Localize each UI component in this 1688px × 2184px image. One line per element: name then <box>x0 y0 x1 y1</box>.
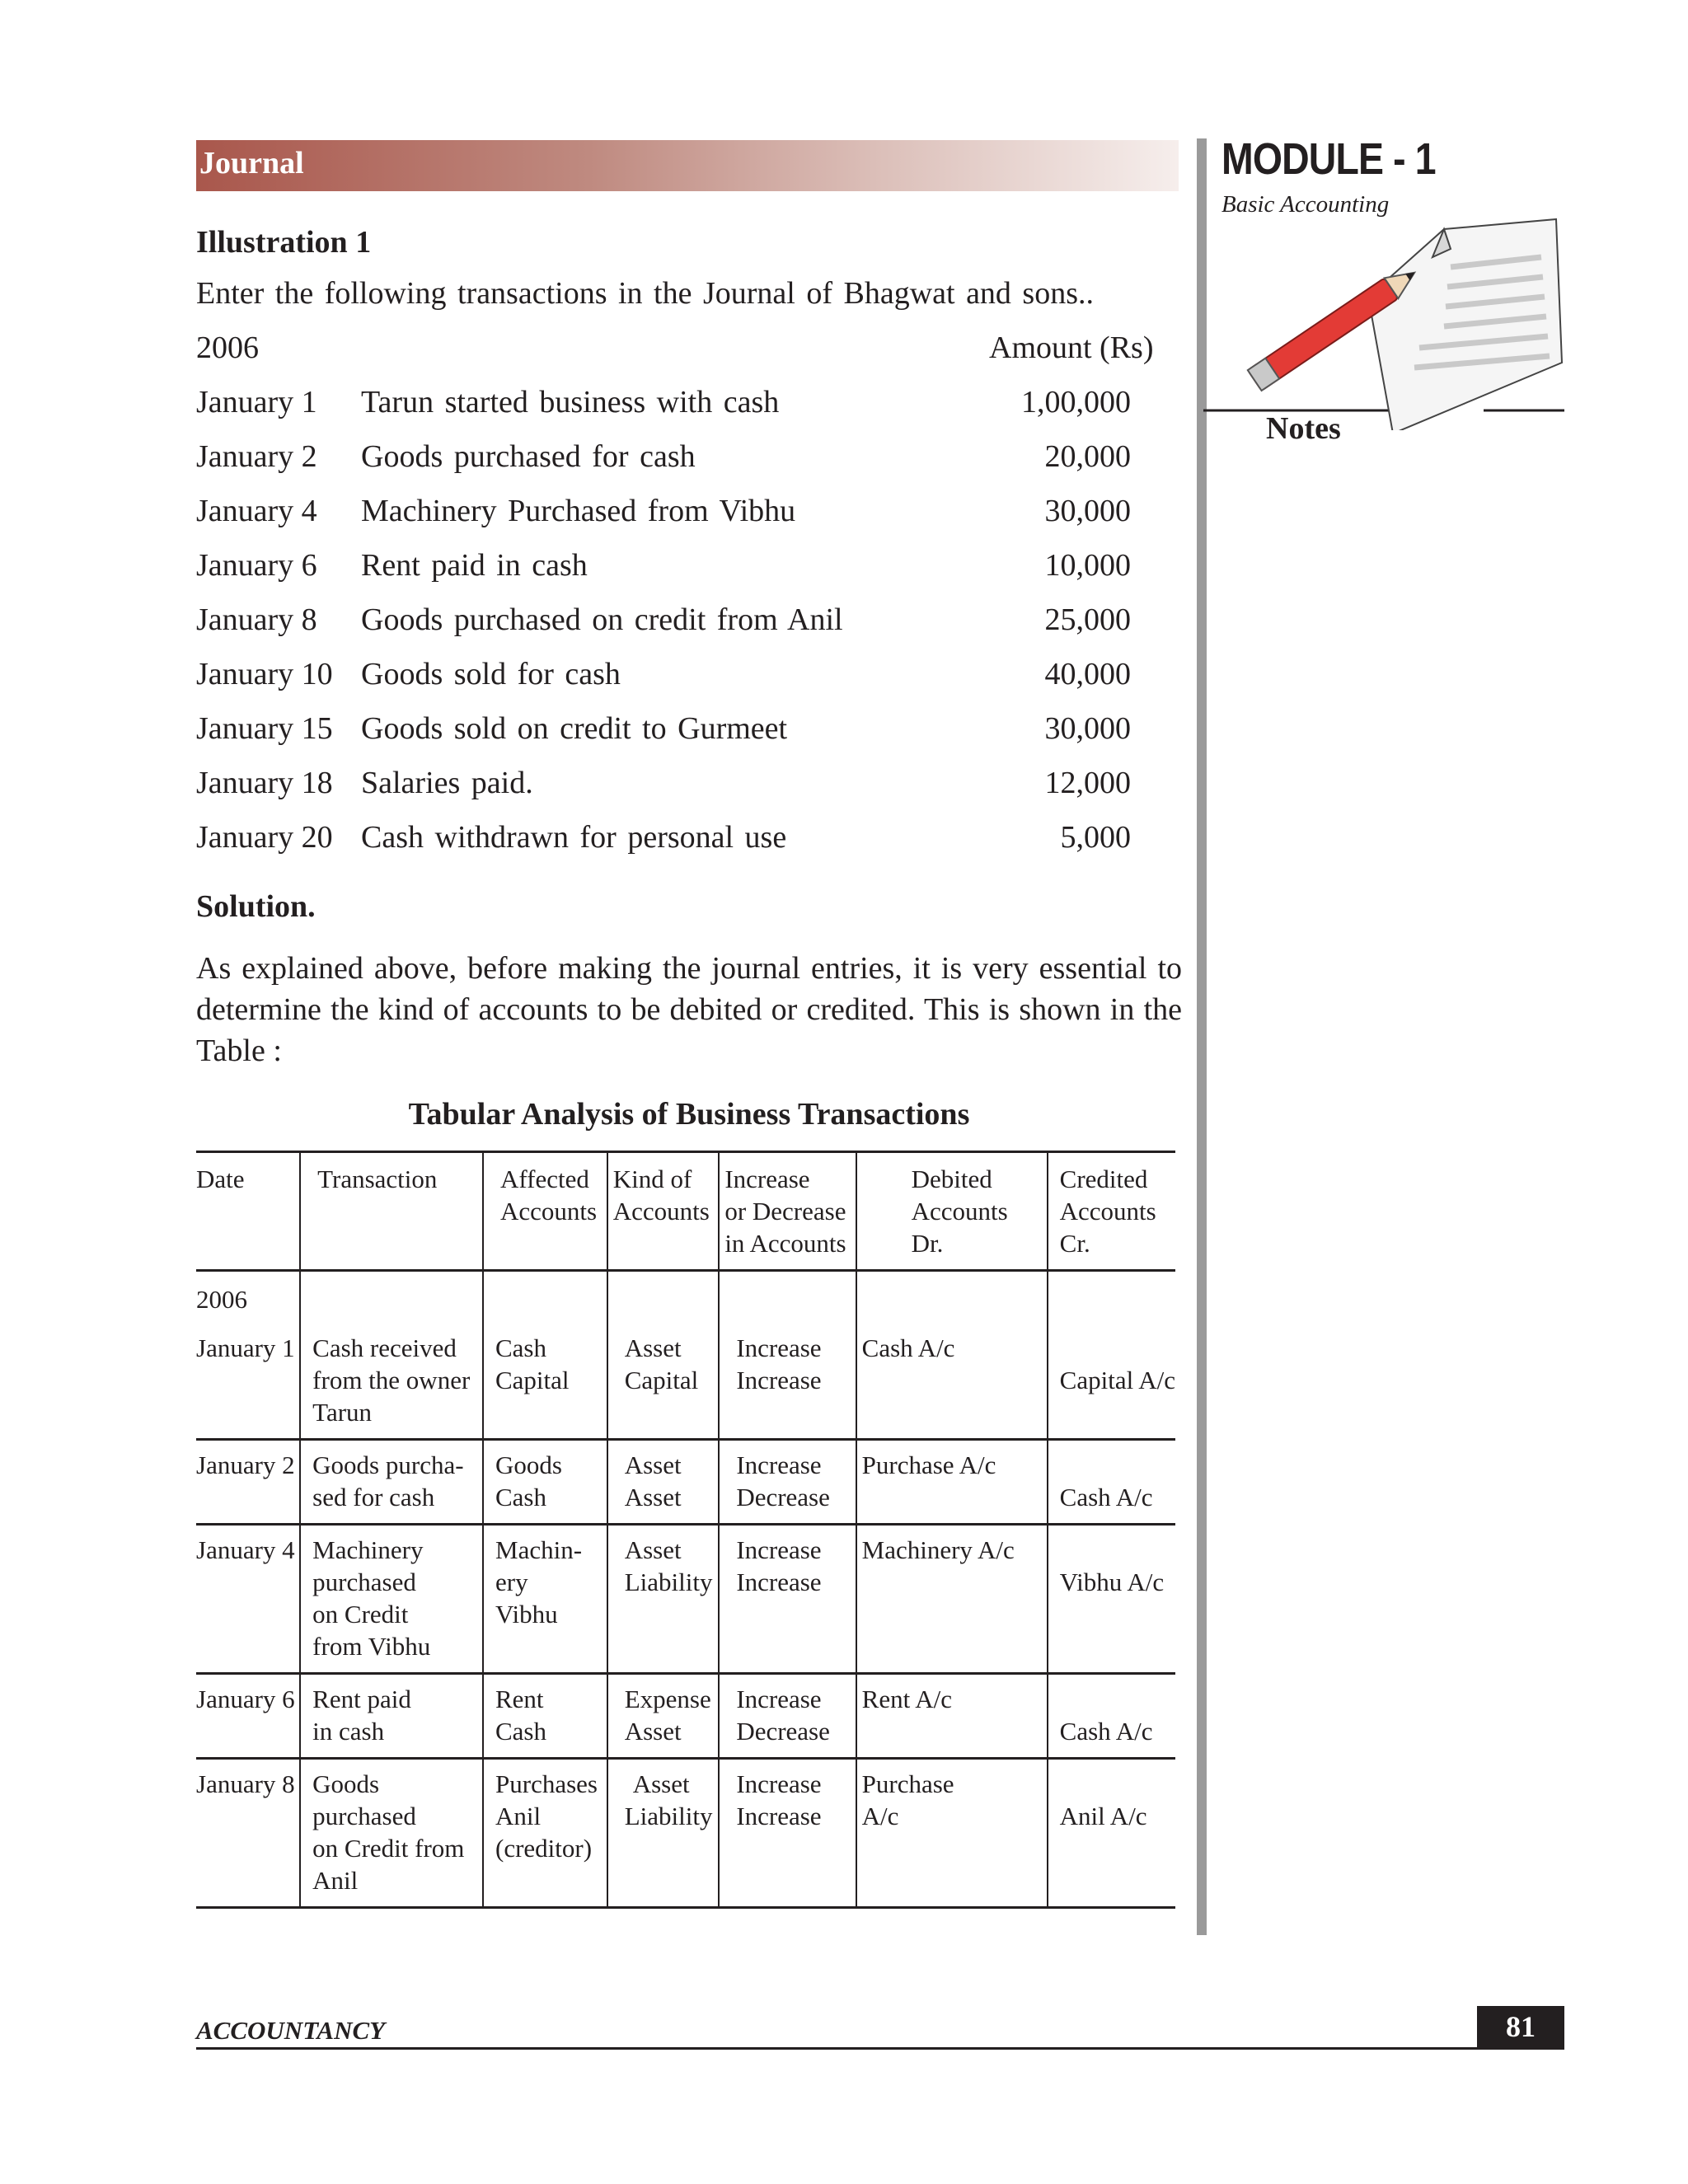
row-debited-account: Rent A/c <box>856 1674 1048 1759</box>
row-debited-account: Machinery A/c <box>856 1525 1048 1674</box>
header-debited-accounts: Debited Accounts Dr. <box>856 1152 1048 1271</box>
row-debited-account: Purchase A/c <box>856 1759 1048 1908</box>
header-affected-accounts: Affected Accounts <box>483 1152 607 1271</box>
transaction-description: Tarun started business with cash <box>361 385 780 419</box>
row-transaction: Rent paid in cash <box>300 1674 483 1759</box>
table-row <box>196 1525 1175 1674</box>
row-affected-accounts: Goods Cash <box>483 1440 607 1525</box>
table-row <box>196 1674 1175 1759</box>
transaction-amount: 12,000 <box>1044 766 1131 800</box>
amount-column-header: Amount (Rs) <box>989 330 1154 365</box>
row-credited-account: Cash A/c <box>1048 1440 1175 1525</box>
row-credited-account: Anil A/c <box>1048 1759 1175 1908</box>
footer-subject: ACCOUNTANCY <box>196 2016 386 2045</box>
row-date: January 1 <box>196 1333 295 1362</box>
row-increase-decrease: Increase Decrease <box>719 1674 856 1759</box>
row-transaction: Goods purcha- sed for cash <box>300 1440 483 1525</box>
row-credited-account: Capital A/c <box>1048 1324 1175 1440</box>
header-credited-accounts: Credited Accounts Cr. <box>1048 1152 1175 1271</box>
row-debited-account: Cash A/c <box>856 1324 1048 1440</box>
footer-divider <box>196 2047 1564 2050</box>
transaction-amount: 25,000 <box>1044 602 1131 637</box>
row-increase-decrease: Increase Increase <box>719 1759 856 1908</box>
row-affected-accounts: Cash Capital <box>483 1324 607 1440</box>
row-transaction: Goods purchased on Credit from Anil <box>300 1759 483 1908</box>
row-kind-of-accounts: Asset Liability <box>607 1759 720 1908</box>
row-affected-accounts: Purchases Anil (creditor) <box>483 1759 607 1908</box>
table-year: 2006 <box>196 1285 247 1314</box>
transaction-date: January 8 <box>196 602 317 637</box>
transaction-amount: 5,000 <box>1060 820 1131 855</box>
transaction-amount: 30,000 <box>1044 711 1131 746</box>
transaction-description: Goods sold on credit to Gurmeet <box>361 711 788 746</box>
transaction-date: January 1 <box>196 385 317 419</box>
transaction-description: Machinery Purchased from Vibhu <box>361 494 796 528</box>
row-kind-of-accounts: Asset Asset <box>607 1440 720 1525</box>
header-increase-decrease: Increase or Decrease in Accounts <box>719 1152 856 1271</box>
module-title: MODULE - 1 <box>1221 134 1436 184</box>
notes-label: Notes <box>1266 411 1341 446</box>
row-credited-account: Vibhu A/c <box>1048 1525 1175 1674</box>
header-date: Date <box>196 1165 245 1193</box>
row-increase-decrease: Increase Decrease <box>719 1440 856 1525</box>
table-row <box>196 1759 1175 1908</box>
row-affected-accounts: Rent Cash <box>483 1674 607 1759</box>
notes-pencil-icon <box>1203 216 1582 430</box>
header-transaction: Transaction <box>300 1152 483 1271</box>
transaction-date: January 15 <box>196 711 333 746</box>
row-date: January 8 <box>196 1769 295 1798</box>
transaction-date: January 20 <box>196 820 333 855</box>
row-credited-account: Cash A/c <box>1048 1674 1175 1759</box>
row-date: January 4 <box>196 1535 295 1564</box>
transaction-amount: 1,00,000 <box>1021 385 1131 419</box>
transaction-date: January 2 <box>196 439 317 474</box>
transaction-description: Goods sold for cash <box>361 657 621 691</box>
row-transaction: Machinery purchased on Credit from Vibhu <box>300 1525 483 1674</box>
illustration-year: 2006 <box>196 330 259 365</box>
solution-heading: Solution. <box>196 889 316 924</box>
solution-paragraph: As explained above, before making the journal entries, it is very essential to determine the kind of accounts to be debited or credited. This is shown in the Table : <box>196 951 1182 1068</box>
transaction-amount: 20,000 <box>1044 439 1131 474</box>
row-increase-decrease: Increase Increase <box>719 1324 856 1440</box>
section-header-band <box>196 140 1179 191</box>
row-debited-account: Purchase A/c <box>856 1440 1048 1525</box>
transaction-date: January 18 <box>196 766 333 800</box>
module-subtitle: Basic Accounting <box>1221 191 1390 218</box>
row-kind-of-accounts: Expense Asset <box>607 1674 720 1759</box>
table-row <box>196 1324 1175 1440</box>
transaction-description: Goods purchased on credit from Anil <box>361 602 843 637</box>
row-transaction: Cash received from the owner Tarun <box>300 1324 483 1440</box>
transaction-amount: 10,000 <box>1044 548 1131 583</box>
table-header-row <box>196 1152 1175 1271</box>
transaction-date: January 10 <box>196 657 333 691</box>
illustration-heading: Illustration 1 <box>196 225 372 260</box>
row-date: January 2 <box>196 1451 295 1479</box>
transaction-date: January 4 <box>196 494 317 528</box>
row-kind-of-accounts: Asset Liability <box>607 1525 720 1674</box>
transaction-description: Salaries paid. <box>361 766 533 800</box>
row-date: January 6 <box>196 1685 295 1713</box>
row-kind-of-accounts: Asset Capital <box>607 1324 720 1440</box>
transaction-amount: 40,000 <box>1044 657 1131 691</box>
transaction-description: Cash withdrawn for personal use <box>361 820 787 855</box>
table-title: Tabular Analysis of Business Transactions <box>408 1097 970 1132</box>
transaction-amount: 30,000 <box>1044 494 1131 528</box>
header-kind-of-accounts: Kind of Accounts <box>607 1152 720 1271</box>
page-number: 81 <box>1477 2006 1564 2047</box>
transaction-date: January 6 <box>196 548 317 583</box>
illustration-intro: Enter the following transactions in the Journal of Bhagwat and sons.. <box>196 276 1095 311</box>
row-increase-decrease: Increase Increase <box>719 1525 856 1674</box>
transaction-description: Goods purchased for cash <box>361 439 696 474</box>
transactions-analysis-table <box>196 1151 1175 1909</box>
table-row <box>196 1440 1175 1525</box>
section-title: Journal <box>199 146 304 180</box>
row-affected-accounts: Machin- ery Vibhu <box>483 1525 607 1674</box>
table-year-row <box>196 1271 1175 1324</box>
transaction-description: Rent paid in cash <box>361 548 588 583</box>
